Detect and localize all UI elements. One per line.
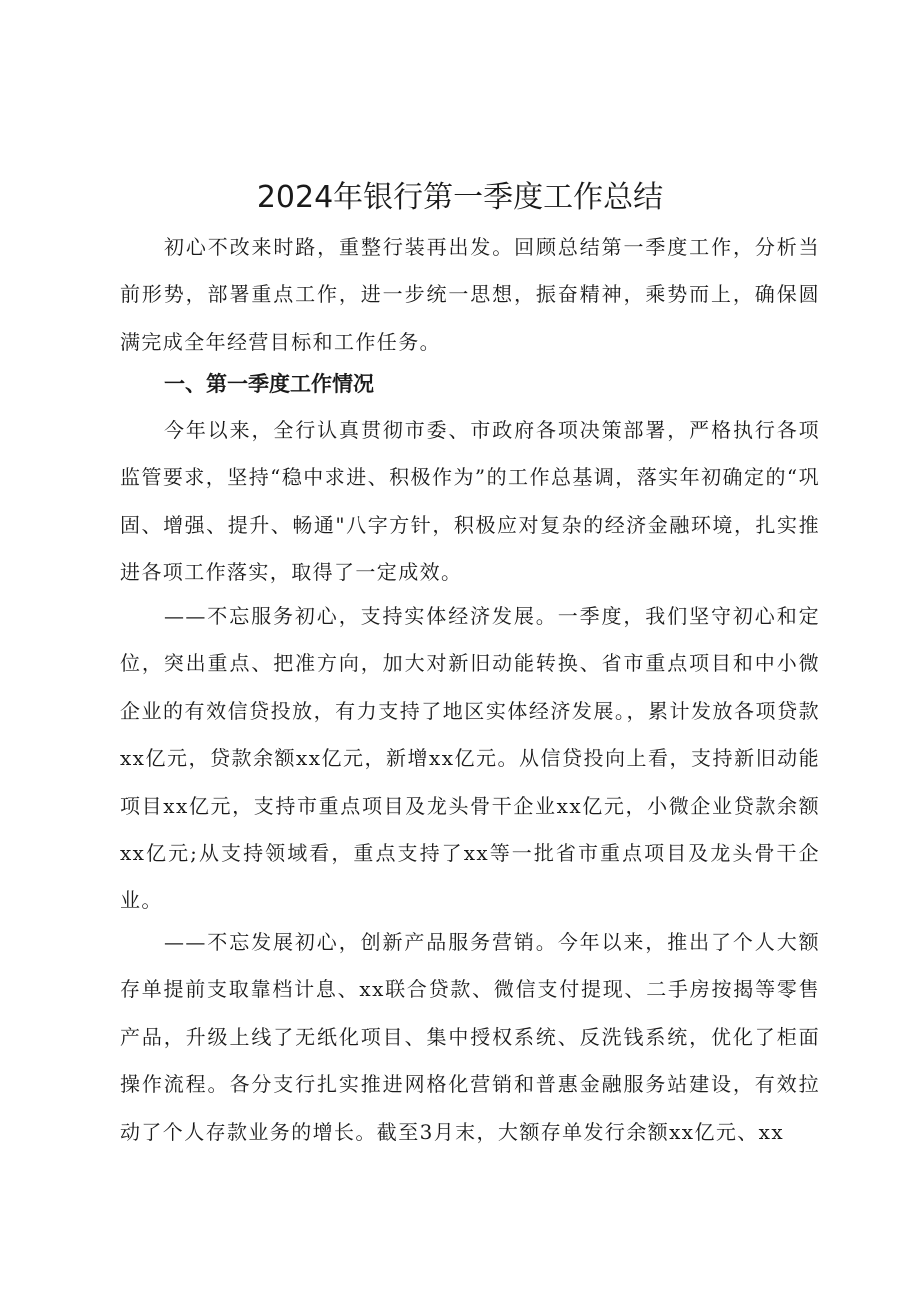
intro-paragraph: 初心不改来时路，重整行装再出发。回顾总结第一季度工作，分析当前形势，部署重点工作，进一步统一思想，振奋精神，乘势而上，确保圆满完成全年经营目标和工作任务。 [120,235,820,354]
section-heading: 一、第一季度工作情况 [164,372,374,396]
product-innovation-paragraph: ——不忘发展初心，创新产品服务营销。今年以来，推出了个人大额存单提前支取靠档计息、xx联合贷款、微信支付提现、二手房按揭等零售产品，升级上线了无纸化项目、集中授权系统、反洗钱系统，优化了柜面操作流程。各分支行扎实推进网格化营销和普惠金融服务站建设，有效拉动了个人存款业务的增长。截至3月末，大额存单发行余额xx亿元、xx [120,930,820,1144]
document-title: 2024年银行第一季度工作总结 [256,180,664,215]
support-economy-paragraph: ——不忘服务初心，支持实体经济发展。一季度，我们坚守初心和定位，突出重点、把准方向，加大对新旧动能转换、省市重点项目和中小微企业的有效信贷投放，有力支持了地区实体经济发展。，累计发放各项贷款xx亿元，贷款余额xx亿元，新增xx亿元。从信贷投向上看，支持新旧动能项目xx亿元，支持市重点项目及龙头骨干企业xx亿元，小微企业贷款余额xx亿元;从支持领域看，重点支持了xx等一批省市重点项目及龙头骨干企业。 [120,604,820,913]
overview-paragraph: 今年以来，全行认真贯彻市委、市政府各项决策部署，严格执行各项监管要求，坚持“稳中求进、积极作为”的工作总基调，落实年初确定的“巩固、增强、提升、畅通"八字方针，积极应对复杂的经济金融环境，扎实推进各项工作落实，取得了一定成效。 [120,418,820,585]
